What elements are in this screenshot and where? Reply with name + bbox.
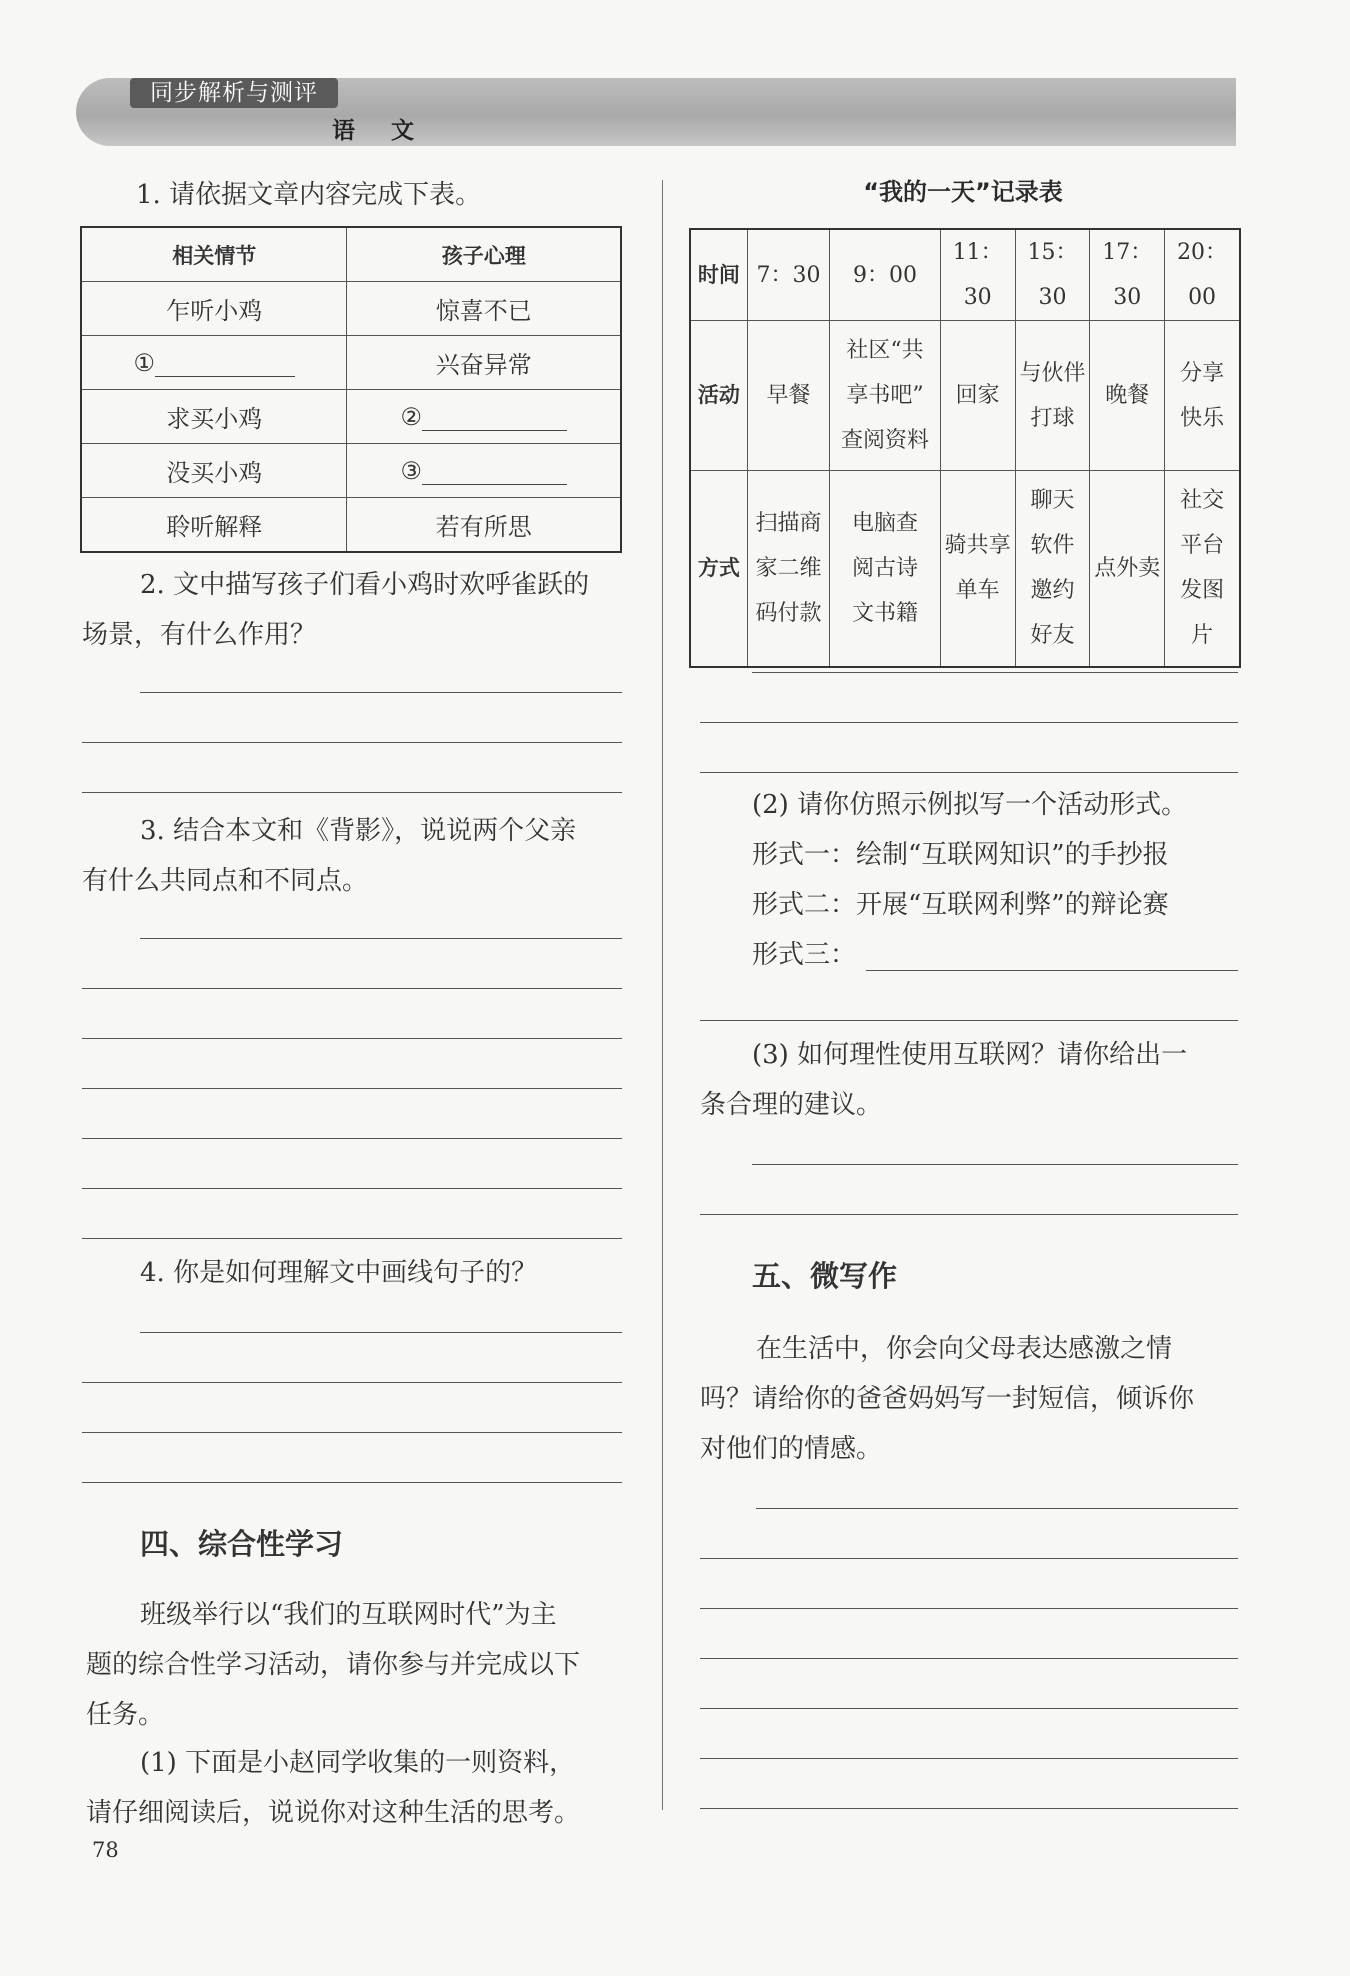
answer-line[interactable] xyxy=(82,742,622,743)
task1-line2: 请仔细阅读后，说说你对这种生活的思考。 xyxy=(86,1798,581,1828)
activity-cell xyxy=(940,321,1015,471)
answer-line[interactable] xyxy=(700,1558,1238,1559)
cell-line: 邀约 xyxy=(1030,578,1075,604)
answer-line[interactable] xyxy=(82,1482,622,1483)
section-4-p1: 班级举行以“我们的互联网时代”为主 xyxy=(140,1600,557,1630)
answer-line[interactable] xyxy=(82,792,622,793)
time-cell: 15：30 xyxy=(1015,229,1090,321)
answer-line[interactable] xyxy=(752,1164,1238,1165)
cell-line: 查阅资料 xyxy=(841,428,930,453)
cell-line: 社交 xyxy=(1180,488,1225,514)
answer-line[interactable] xyxy=(82,1088,622,1089)
time-cell: 7：30 xyxy=(747,229,830,321)
q4-prompt: 4. 你是如何理解文中画线句子的？ xyxy=(140,1258,538,1288)
cell-line: 软件 xyxy=(1030,533,1075,559)
cell-line: 码付款 xyxy=(755,600,822,626)
cell-line: 单车 xyxy=(955,578,1000,604)
day-table-title: “我的一天”记录表 xyxy=(863,178,1063,206)
cell-line: 平台 xyxy=(1180,533,1225,559)
cell-line: 晚餐 xyxy=(1105,383,1150,408)
cell-psychology: 兴奋异常 xyxy=(347,336,621,390)
activity-cell xyxy=(747,321,830,471)
cell-line: 快乐 xyxy=(1180,405,1225,431)
blank-marker: ① xyxy=(133,348,155,377)
blank-marker: ② xyxy=(400,402,422,431)
answer-line[interactable] xyxy=(82,1138,622,1139)
answer-line[interactable] xyxy=(700,722,1238,723)
method-cell xyxy=(747,471,830,667)
answer-line[interactable] xyxy=(700,1214,1238,1215)
section-5-p3: 对他们的情感。 xyxy=(700,1434,883,1464)
cell-psychology xyxy=(347,444,621,498)
answer-line[interactable] xyxy=(700,772,1238,773)
page-number: 78 xyxy=(92,1838,119,1862)
cell-line: 打球 xyxy=(1030,405,1075,431)
series-title: 同步解析与测评 xyxy=(130,78,338,108)
q3-line2: 有什么共同点和不同点。 xyxy=(82,866,369,896)
cell-psychology: 惊喜不已 xyxy=(347,282,621,336)
cell-line: 骑共享 xyxy=(944,533,1011,559)
answer-line[interactable] xyxy=(140,692,622,693)
cell-plot: 没买小鸡 xyxy=(81,444,347,498)
subject-label: 语 文 xyxy=(332,117,429,144)
table-row xyxy=(81,336,621,390)
header-psychology: 孩子心理 xyxy=(347,227,621,282)
answer-line[interactable] xyxy=(82,1238,622,1239)
activity-cell xyxy=(1015,321,1090,471)
day-record-table xyxy=(689,228,1241,668)
section-4-title: 四、综合性学习 xyxy=(140,1527,344,1561)
q2-line2: 场景，有什么作用？ xyxy=(82,620,317,650)
cell-line: 享书吧” xyxy=(846,383,924,408)
header-plot: 相关情节 xyxy=(81,227,347,282)
section-4-p2: 题的综合性学习活动，请你参与并完成以下 xyxy=(86,1650,581,1680)
answer-line[interactable] xyxy=(82,1188,622,1189)
cell-plot: 乍听小鸡 xyxy=(81,282,347,336)
answer-line[interactable] xyxy=(700,1658,1238,1659)
method-cell xyxy=(1015,471,1090,667)
time-cell: 11：30 xyxy=(940,229,1015,321)
method-cell xyxy=(1165,471,1240,667)
answer-line[interactable] xyxy=(700,1808,1238,1809)
cell-line: 社区“共 xyxy=(846,338,924,363)
task1-line1: (1) 下面是小赵同学收集的一则资料， xyxy=(140,1748,576,1778)
cell-line: 点外卖 xyxy=(1094,555,1161,581)
task2-form3-label: 形式三： xyxy=(752,940,857,970)
cell-line: 早餐 xyxy=(766,383,811,408)
task3-line2: 条合理的建议。 xyxy=(700,1090,883,1120)
answer-line[interactable] xyxy=(140,1332,622,1333)
q2-line1: 2. 文中描写孩子们看小鸡时欢呼雀跃的 xyxy=(140,570,590,600)
table-row xyxy=(81,282,621,336)
cell-line: 家二维 xyxy=(755,555,822,581)
row-label-activity: 活动 xyxy=(690,321,747,471)
cell-line: 电脑查 xyxy=(852,510,919,536)
method-row xyxy=(690,471,1240,667)
task2-form2: 形式二：开展“互联网利弊”的辩论赛 xyxy=(752,890,1169,920)
answer-line[interactable] xyxy=(140,938,622,939)
cell-line: 文书籍 xyxy=(852,600,919,626)
cell-line: 发图 xyxy=(1180,578,1225,604)
cell-plot xyxy=(81,336,347,390)
column-divider xyxy=(662,180,663,1810)
cell-line: 阅古诗 xyxy=(852,555,919,581)
method-cell xyxy=(1090,471,1165,667)
answer-line[interactable] xyxy=(700,1708,1238,1709)
cell-line: 与伙伴 xyxy=(1019,360,1086,386)
table-row xyxy=(81,444,621,498)
answer-line[interactable] xyxy=(82,988,622,989)
q1-prompt: 1. 请依据文章内容完成下表。 xyxy=(136,180,482,210)
activity-row xyxy=(690,321,1240,471)
answer-line[interactable] xyxy=(82,1382,622,1383)
answer-blank-1[interactable] xyxy=(155,350,295,377)
answer-blank-2[interactable] xyxy=(422,404,567,431)
cell-line: 片 xyxy=(1191,623,1214,649)
blank-marker: ③ xyxy=(400,456,422,485)
answer-line[interactable] xyxy=(700,1608,1238,1609)
row-label-method: 方式 xyxy=(690,471,747,667)
cell-line: 好友 xyxy=(1030,623,1075,649)
answer-line[interactable] xyxy=(752,672,1238,673)
cell-line: 聊天 xyxy=(1030,488,1075,514)
cell-plot: 求买小鸡 xyxy=(81,390,347,444)
cell-plot: 聆听解释 xyxy=(81,498,347,553)
activity-cell xyxy=(830,321,941,471)
answer-line[interactable] xyxy=(700,1020,1238,1021)
task3-line1: (3) 如何理性使用互联网？请你给出一 xyxy=(752,1040,1188,1070)
answer-line[interactable] xyxy=(82,1038,622,1039)
activity-cell xyxy=(1165,321,1240,471)
method-cell xyxy=(830,471,941,667)
cell-line: 分享 xyxy=(1180,360,1225,386)
time-row xyxy=(690,229,1240,321)
answer-line[interactable] xyxy=(700,1758,1238,1759)
section-4-p3: 任务。 xyxy=(86,1700,165,1730)
row-label-time: 时间 xyxy=(690,229,747,321)
table-row xyxy=(81,498,621,553)
time-cell: 17：30 xyxy=(1090,229,1165,321)
cell-psychology xyxy=(347,390,621,444)
time-cell: 9：00 xyxy=(830,229,941,321)
plot-table xyxy=(80,226,622,553)
answer-line[interactable] xyxy=(82,1432,622,1433)
method-cell xyxy=(940,471,1015,667)
time-cell: 20：00 xyxy=(1165,229,1240,321)
answer-line[interactable] xyxy=(866,970,1238,971)
table-row xyxy=(81,390,621,444)
section-5-title: 五、微写作 xyxy=(752,1259,898,1293)
q3-line1: 3. 结合本文和《背影》，说说两个父亲 xyxy=(140,816,577,846)
cell-line: 回家 xyxy=(955,383,1000,408)
task2-form1: 形式一：绘制“互联网知识”的手抄报 xyxy=(752,840,1169,870)
activity-cell xyxy=(1090,321,1165,471)
section-5-p1: 在生活中，你会向父母表达感激之情 xyxy=(756,1334,1173,1364)
section-5-p2: 吗？请给你的爸爸妈妈写一封短信，倾诉你 xyxy=(700,1384,1195,1414)
answer-blank-3[interactable] xyxy=(422,458,567,485)
cell-line: 扫描商 xyxy=(755,510,822,536)
answer-line[interactable] xyxy=(756,1508,1238,1509)
cell-psychology: 若有所思 xyxy=(347,498,621,553)
task2-prompt: (2) 请你仿照示例拟写一个活动形式。 xyxy=(752,790,1188,820)
